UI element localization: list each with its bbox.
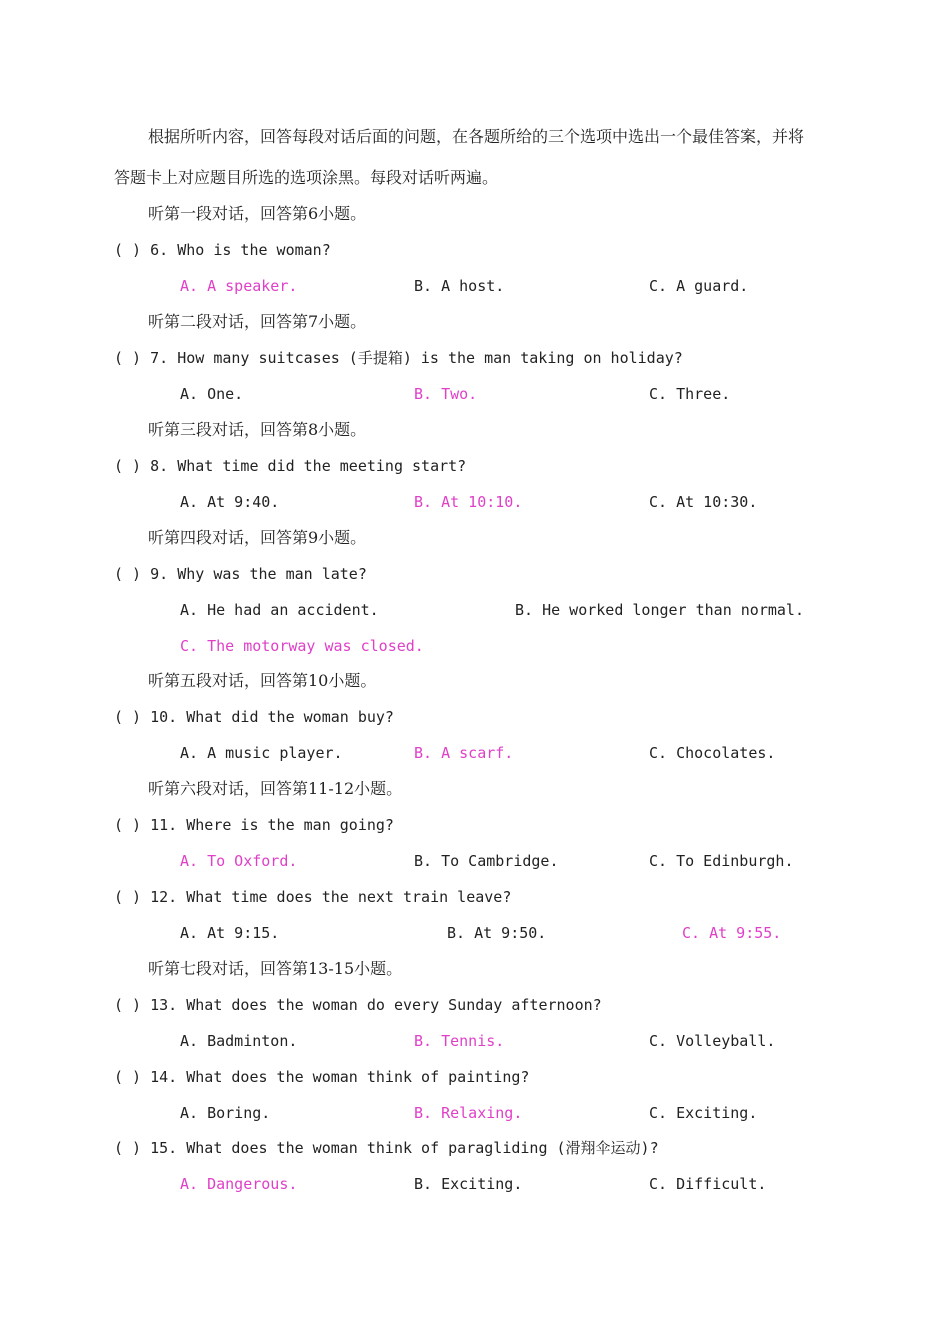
section-heading-6: 听第六段对话，回答第11-12小题。 [148, 779, 403, 798]
q10-option-a: A. A music player. [180, 744, 343, 762]
q13-option-b: B. Tennis. [414, 1032, 505, 1050]
q15-option-b: B. Exciting. [414, 1175, 523, 1193]
section-heading-2: 听第二段对话，回答第7小题。 [148, 312, 367, 331]
q8-option-a: A. At 9:40. [180, 493, 280, 511]
q13-option-a: A. Badminton. [180, 1032, 298, 1050]
q6-option-c: C. A guard. [649, 277, 749, 295]
question-13: ( ) 13. What does the woman do every Sunday afternoon? [114, 996, 602, 1014]
question-7: ( ) 7. How many suitcases (手提箱) is the man taking on holiday? [114, 349, 683, 367]
section-heading-5: 听第五段对话，回答第10小题。 [148, 671, 377, 690]
instructions-line-1: 根据所听内容，回答每段对话后面的问题，在各题所给的三个选项中选出一个最佳答案，并将 [148, 127, 805, 146]
q10-option-c: C. Chocolates. [649, 744, 776, 762]
q14-option-a: A. Boring. [180, 1104, 271, 1122]
q12-option-b: B. At 9:50. [447, 924, 547, 942]
q6-option-b: B. A host. [414, 277, 505, 295]
instructions-line-2: 答题卡上对应题目所选的选项涂黑。每段对话听两遍。 [114, 168, 499, 187]
q14-option-b: B. Relaxing. [414, 1104, 523, 1122]
q9-option-a: A. He had an accident. [180, 601, 379, 619]
section-heading-7: 听第七段对话，回答第13-15小题。 [148, 959, 403, 978]
q11-option-a: A. To Oxford. [180, 852, 298, 870]
q11-option-c: C. To Edinburgh. [649, 852, 794, 870]
section-heading-1: 听第一段对话，回答第6小题。 [148, 204, 367, 223]
question-14: ( ) 14. What does the woman think of painting? [114, 1068, 530, 1086]
q9-option-b: B. He worked longer than normal. [515, 601, 804, 619]
question-15: ( ) 15. What does the woman think of paragliding (滑翔伞运动)? [114, 1139, 659, 1157]
q8-option-b: B. At 10:10. [414, 493, 523, 511]
question-9: ( ) 9. Why was the man late? [114, 565, 367, 583]
q8-option-c: C. At 10:30. [649, 493, 758, 511]
section-heading-3: 听第三段对话，回答第8小题。 [148, 420, 367, 439]
q14-option-c: C. Exciting. [649, 1104, 758, 1122]
q15-option-a: A. Dangerous. [180, 1175, 298, 1193]
question-12: ( ) 12. What time does the next train leave? [114, 888, 512, 906]
q6-option-a: A. A speaker. [180, 277, 298, 295]
q7-option-b: B. Two. [414, 385, 478, 403]
q12-option-a: A. At 9:15. [180, 924, 280, 942]
q7-option-a: A. One. [180, 385, 244, 403]
q7-option-c: C. Three. [649, 385, 731, 403]
q11-option-b: B. To Cambridge. [414, 852, 559, 870]
question-8: ( ) 8. What time did the meeting start? [114, 457, 467, 475]
q15-option-c: C. Difficult. [649, 1175, 767, 1193]
q12-option-c: C. At 9:55. [682, 924, 782, 942]
section-heading-4: 听第四段对话，回答第9小题。 [148, 528, 367, 547]
q10-option-b: B. A scarf. [414, 744, 514, 762]
question-6: ( ) 6. Who is the woman? [114, 241, 331, 259]
question-11: ( ) 11. Where is the man going? [114, 816, 394, 834]
question-10: ( ) 10. What did the woman buy? [114, 708, 394, 726]
q9-option-c: C. The motorway was closed. [180, 637, 424, 655]
q13-option-c: C. Volleyball. [649, 1032, 776, 1050]
